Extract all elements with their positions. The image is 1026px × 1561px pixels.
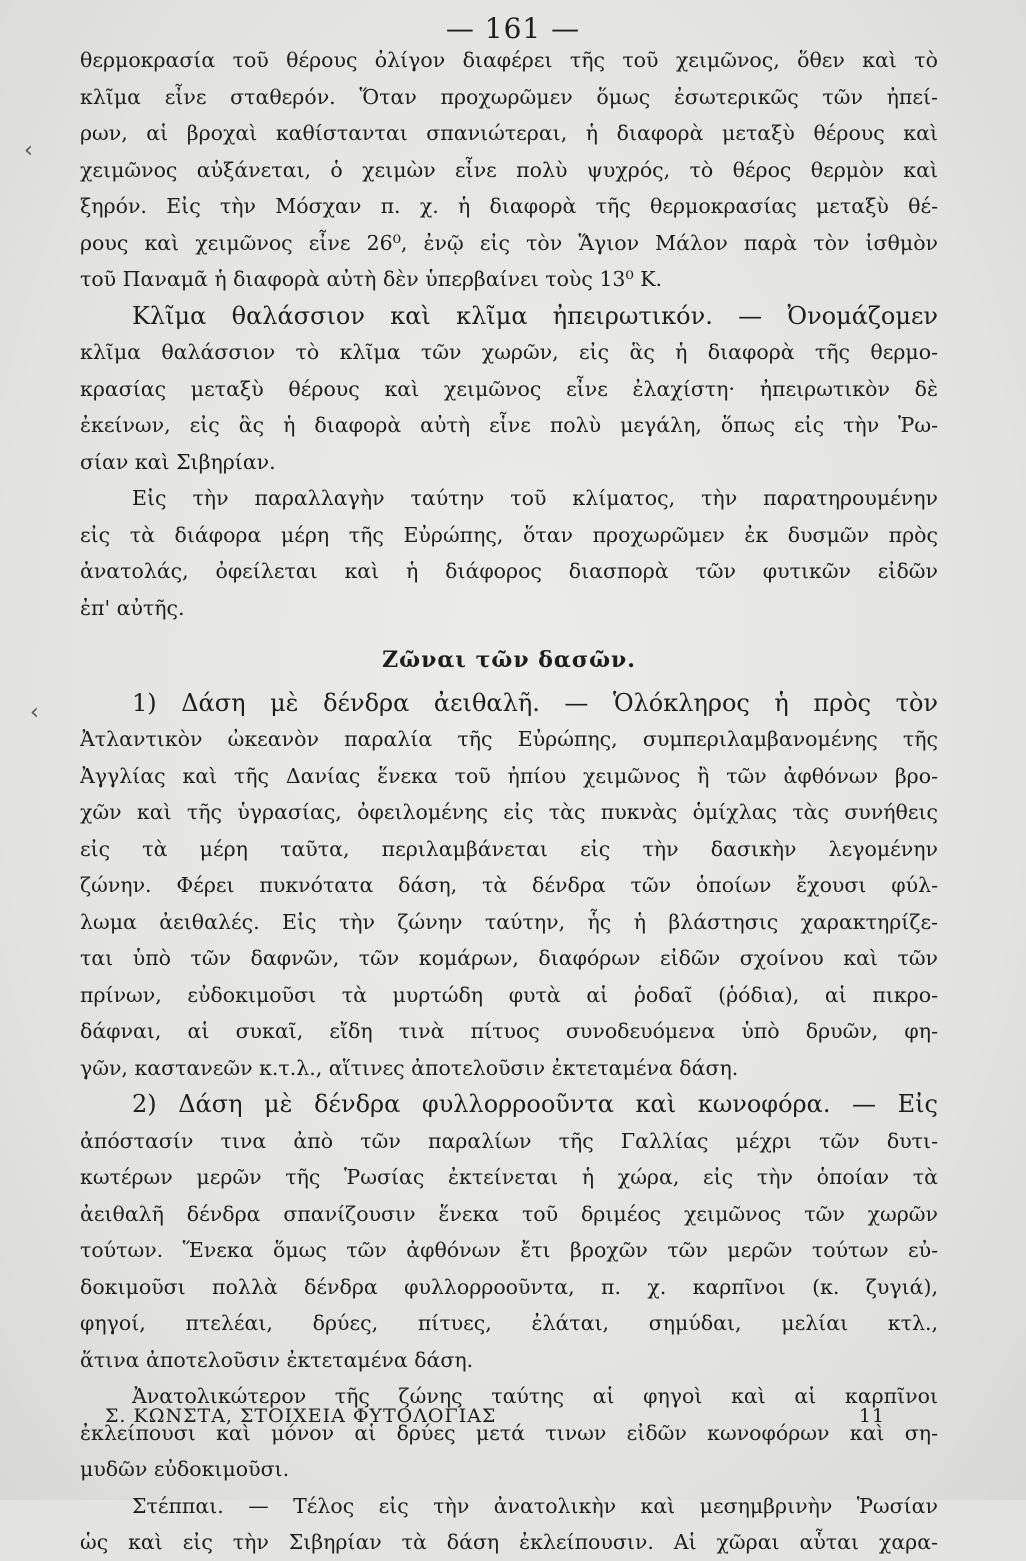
text-line: δάφναι, αἱ συκαῖ, εἴδη τινὰ πίτυος συνοδευόμενα ὑπὸ δρυῶν, φη- xyxy=(80,1019,938,1043)
folio-number: 11 xyxy=(858,1405,885,1427)
text-line: τοῦ Παναμᾶ ἡ διαφορὰ αὐτὴ δὲν ὑπερβαίνει τοὺς 13⁰ Κ. xyxy=(80,267,663,291)
text-line: Στέππαι. — Τέλος εἰς τὴν ἀνατολικὴν καὶ μεσημβρινὴν Ῥωσίαν xyxy=(132,1493,938,1518)
paragraph-heading-line: 2) Δάση μὲ δένδρα φυλλορροοῦντα καὶ κωνοφόρα. — Εἰς xyxy=(132,1090,938,1118)
text-line: ρους καὶ χειμῶνος εἶνε 26⁰, ἐνῷ εἰς τὸν Ἅγιον Μάλον παρὰ τὸν ἰσθμὸν xyxy=(80,230,938,255)
text-line: κωτέρων μερῶν τῆς Ῥωσίας ἐκτείνεται ἡ χώρα, εἰς τὴν ὁποίαν τὰ xyxy=(80,1165,938,1189)
section-heading: Ζῶναι τῶν δασῶν. xyxy=(382,647,636,673)
margin-bracket-mark: ‹ xyxy=(24,138,33,163)
text-line: ἐκλείπουσι καὶ μόνον αἱ δρύες μετά τινων εἰδῶν κωνοφόρων καὶ ση- xyxy=(80,1420,938,1445)
text-line: κλῖμα θαλάσσιον τὸ κλῖμα τῶν χωρῶν, εἰς ἃς ἡ διαφορὰ τῆς θερμο- xyxy=(80,340,938,364)
text-line: Εἰς τὴν παραλλαγὴν ταύτην τοῦ κλίματος, τὴν παρατηρουμένην xyxy=(132,486,938,510)
signature-mark: Σ. ΚΩΝΣΤΑ, ΣΤΟΙΧΕΙΑ ΦΥΤΟΛΟΓΙΑΣ xyxy=(105,1405,497,1427)
text-line: ζώνην. Φέρει πυκνότατα δάση, τὰ δένδρα τῶν ὁποίων ἔχουσι φύλ- xyxy=(80,873,938,897)
text-line: κλῖμα εἶνε σταθερόν. Ὅταν προχωρῶμεν ὅμως ἐσωτερικῶς τῶν ἠπεί- xyxy=(80,84,938,109)
page-number: — 161 — xyxy=(445,12,581,45)
text-line: ἅτινα ἀποτελοῦσιν ἐκτεταμένα δάση. xyxy=(80,1347,474,1372)
page-footer xyxy=(105,1405,885,1427)
text-line: ται ὑπὸ τῶν δαφνῶν, τῶν κομάρων, διαφόρων εἰδῶν σχοίνου καὶ τῶν xyxy=(80,946,938,970)
text-line: ἐπ' αὐτῆς. xyxy=(80,595,185,620)
text-line: ὡς καὶ εἰς τὴν Σιβηρίαν τὰ δάση ἐκλείπουσιν. Αἱ χῶραι αὗται χαρα- xyxy=(80,1530,938,1554)
text-line: πρίνων, εὐδοκιμοῦσι τὰ μυρτώδη φυτὰ αἱ ῥοδαῖ (ῥόδια), αἱ πικρο- xyxy=(80,982,938,1007)
text-line: ἀπόστασίν τινα ἀπὸ τῶν παραλίων τῆς Γαλλίας μέχρι τῶν δυτι- xyxy=(80,1128,938,1153)
text-line: θερμοκρασία τοῦ θέρους ὀλίγον διαφέρει τῆς τοῦ χειμῶνος, ὅθεν καὶ τὸ xyxy=(80,48,938,72)
text-line: μυδῶν εὐδοκιμοῦσι. xyxy=(80,1457,290,1481)
text-line: δοκιμοῦσι πολλὰ δένδρα φυλλορροοῦντα, π. χ. καρπῖνοι (κ. ζυγιά), xyxy=(80,1274,938,1299)
text-line: εἰς τὰ μέρη ταῦτα, περιλαμβάνεται εἰς τὴν δασικὴν λεγομένην xyxy=(80,836,938,861)
text-line: τούτων. Ἕνεκα ὅμως τῶν ἀφθόνων ἔτι βροχῶν τῶν μερῶν τούτων εὐ- xyxy=(80,1238,938,1262)
text-line: Ἀνατολικώτερον τῆς ζώνης ταύτης αἱ φηγοὶ καὶ αἱ καρπῖνοι xyxy=(132,1384,938,1408)
text-line: κρασίας μεταξὺ θέρους καὶ χειμῶνος εἶνε ἐλαχίστη· ἠπειρωτικὸν δὲ xyxy=(80,376,938,401)
paragraph-heading-line: 1) Δάση μὲ δένδρα ἀειθαλῆ. — Ὁλόκληρος ἡ πρὸς τὸν xyxy=(132,688,938,717)
text-line: σίαν καὶ Σιβηρίαν. xyxy=(80,449,276,474)
paragraph-heading-line: Κλῖμα θαλάσσιον καὶ κλῖμα ἠπειρωτικόν. — Ὀνομάζομεν xyxy=(132,301,938,330)
margin-bracket-mark: ‹ xyxy=(30,700,39,725)
text-line: γῶν, καστανεῶν κ.τ.λ., αἵτινες ἀποτελοῦσιν ἐκτεταμένα δάση. xyxy=(80,1055,739,1080)
text-line: χῶν καὶ τῆς ὑγρασίας, ὀφειλομένης εἰς τὰς πυκνὰς ὁμίχλας τὰς συνήθεις xyxy=(80,800,938,824)
text-line: Ἀτλαντικὸν ὠκεανὸν παραλία τῆς Εὐρώπης, συμπεριλαμβανομένης τῆς xyxy=(80,727,938,751)
text-line: ἐκείνων, εἰς ἃς ἡ διαφορὰ αὐτὴ εἶνε πολὺ μεγάλη, ὅπως εἰς τὴν Ῥω- xyxy=(80,413,938,437)
text-line: ρων, αἱ βροχαὶ καθίστανται σπανιώτεραι, ἡ διαφορὰ μεταξὺ θέρους καὶ xyxy=(80,121,938,145)
text-line: Ἀγγλίας καὶ τῆς Δανίας ἕνεκα τοῦ ἠπίου χειμῶνος ἢ τῶν ἀφθόνων βρο- xyxy=(80,763,938,788)
text-line: φηγοί, πτελέαι, δρύες, πίτυες, ἐλάται, σημύδαι, μελίαι κτλ., xyxy=(80,1311,938,1335)
text-line: ἀειθαλῆ δένδρα σπανίζουσιν ἕνεκα τοῦ δριμέος χειμῶνος τῶν χωρῶν xyxy=(80,1201,938,1226)
body-text xyxy=(80,42,938,1561)
text-line: ἀνατολάς, ὀφείλεται καὶ ἡ διάφορος διασπορὰ τῶν φυτικῶν εἰδῶν xyxy=(80,559,938,583)
text-line: εἰς τὰ διάφορα μέρη τῆς Εὐρώπης, ὅταν προχωρῶμεν ἐκ δυσμῶν πρὸς xyxy=(80,522,938,547)
text-line: χειμῶνος αὐξάνεται, ὁ χειμὼν εἶνε πολὺ ψυχρός, τὸ θέρος θερμὸν καὶ xyxy=(80,157,938,182)
text-line: ξηρόν. Εἰς τὴν Μόσχαν π. χ. ἡ διαφορὰ τῆς θερμοκρασίας μεταξὺ θέ- xyxy=(80,194,938,218)
text-line: λωμα ἀειθαλές. Εἰς τὴν ζώνην ταύτην, ἧς ἡ βλάστησις χαρακτηρίζε- xyxy=(80,909,938,934)
